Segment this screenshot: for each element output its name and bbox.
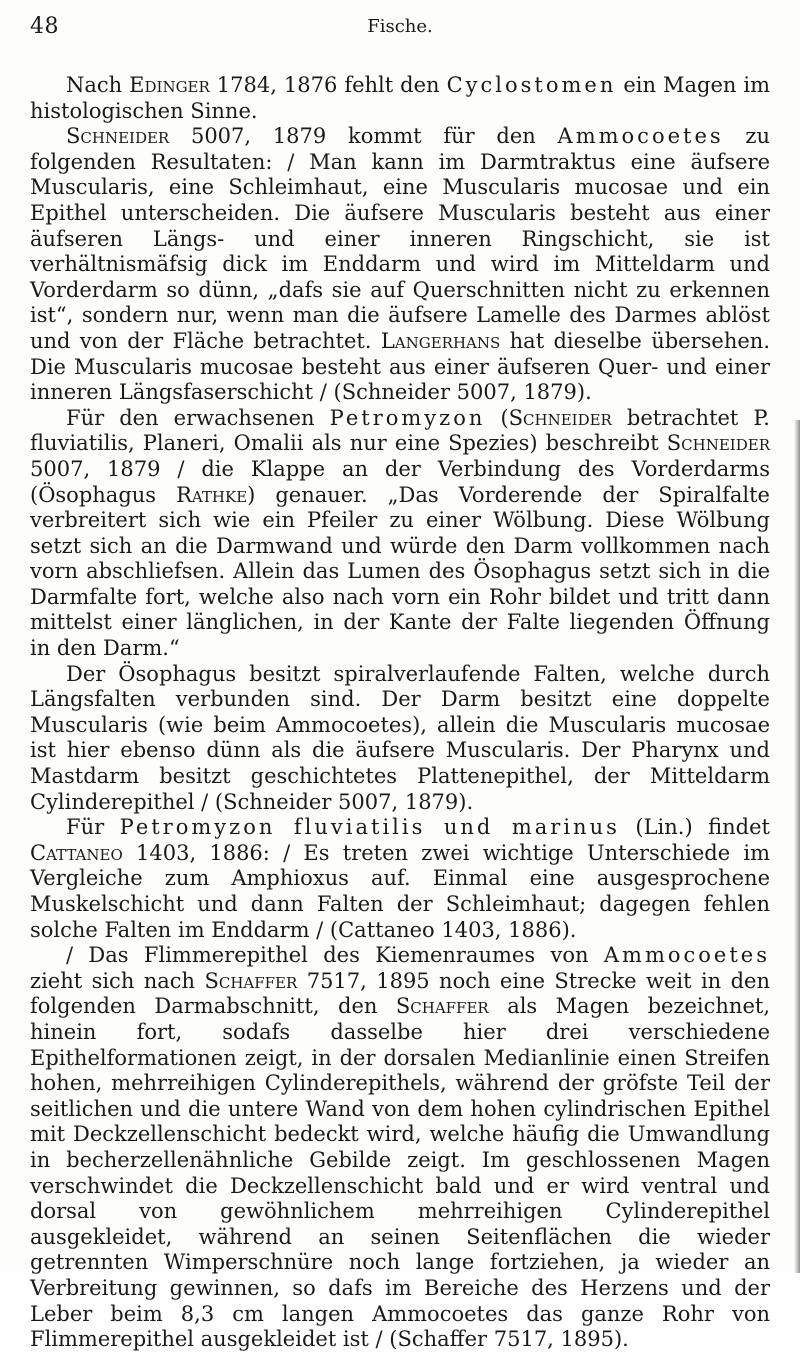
- spaced-term: Ammocoetes: [557, 124, 724, 149]
- text-run: Für den erwachsenen: [66, 405, 330, 430]
- paragraph: [30, 662, 770, 816]
- paragraph: [30, 73, 770, 124]
- body-text: [30, 73, 770, 1353]
- paragraph: [30, 406, 770, 662]
- text-run: ) genauer. „Das Vorderende der Spiralfalte verbreitert sich wie ein Pfeiler zu einer Wölbung. Diese Wölbung setzt sich an die Darmwand und würde den Darm vollkommen nach vorn abschliefsen. Allein das Lumen des Ösophagus setzt sich in die Darmfalte fort, welche also nach vorn ein Rohr bildet und tritt dann mittelst einer länglichen, in der Kante der Falte liegenden Öffnung in den Darm.“: [30, 482, 770, 661]
- author-name: Rathke: [176, 482, 248, 507]
- page-edge-shadow: [794, 420, 800, 1273]
- author-name: Schneider: [66, 124, 170, 149]
- text-run: ein Magen im histologischen Sinne.: [30, 73, 771, 123]
- paragraph: [30, 815, 770, 943]
- spaced-term: Petromyzon fluviatilis und marinus: [119, 815, 620, 840]
- text-run: / Das Flimmerepithel des Kiemenraumes von: [66, 943, 604, 968]
- text-run: 7517, 1895 noch eine Strecke weit in den folgenden Darmabschnitt, den: [30, 968, 770, 1019]
- paragraph: [30, 124, 770, 406]
- author-name: Schneider: [508, 405, 612, 430]
- author-name: Schaffer: [204, 968, 298, 993]
- text-run: Für: [66, 815, 120, 840]
- paragraph: [30, 943, 770, 1353]
- text-run: Nach: [66, 73, 130, 97]
- text-run: 1784, 1876 fehlt den: [209, 73, 447, 97]
- author-name: Edinger: [129, 73, 210, 97]
- text-run: (: [485, 405, 509, 430]
- text-run: zu folgenden Resultaten: / Man kann im Darmtraktus eine äufsere Muscularis, eine Schleimhaut, eine Muscularis mucosae und ein Epithel unterscheiden. Die äufsere Muscularis besteht aus einer äufseren Längs- und einer inneren Ringschicht, sie ist verhältnismäfsig dick im Enddarm und wird im Mitteldarm und Vorderdarm so dünn, „dafs sie auf Querschnitten nicht zu erkennen ist“, sondern nur, wenn man die äufsere Lamelle des Darmes ablöst und von der Fläche betrachtet.: [30, 124, 770, 353]
- running-title: Fische.: [367, 16, 433, 37]
- page-number: 48: [30, 14, 59, 39]
- spaced-term: Petromyzon: [329, 405, 486, 430]
- text-run: (Lin.) findet: [619, 815, 770, 840]
- spaced-term: Ammocoetes: [603, 943, 770, 968]
- text-run: betrachtet P. fluviatilis, Planeri, Omalii als nur eine Spezies) beschreibt: [30, 405, 770, 456]
- text-run: Der Ösophagus besitzt spiralverlaufende Falten, welche durch Längsfalten verbunden sind. Der Darm besitzt eine doppelte Muscularis (wie beim Ammocoetes), allein die Muscularis mucosae ist hier ebenso dünn als die äufsere Muscularis. Der Pharynx und Mastdarm besitzt geschichtetes Plattenepithel, der Mitteldarm Cylinderepithel / (Schneider 5007, 1879).: [30, 661, 770, 814]
- text-run: zieht sich nach: [30, 968, 205, 993]
- author-name: Schneider: [666, 431, 770, 456]
- author-name: Cattaneo: [30, 840, 123, 865]
- text-run: als Magen bezeichnet, hinein fort, sodafs dasselbe hier drei verschiedene Epithelformationen zeigt, in der dorsalen Medianlinie einen Streifen hohen, mehrreihigen Cylinderepithels, während der gröfste Teil der seitlichen und die untere Wand von dem hohen cylindrischen Epithel mit Deckzellenschicht bedeckt wird, welche häufig die Umwandlung in becherzellenähnliche Gebilde zeigt. Im geschlossenen Magen verschwindet die Deckzellenschicht bald und er wird ventral und dorsal von gewöhnlichem mehrreihigen Cylinderepithel ausgekleidet, während an seinen Seitenflächen die wieder getrennten Wimperschnüre noch lange fortziehen, ja wieder an Verbreitung gewinnen, so dafs im Bereiche des Herzens und der Leber beim 8,3 cm langen Ammocoetes das ganze Rohr von Flimmerepithel ausgekleidet ist / (Schaffer 7517, 1895).: [30, 994, 770, 1352]
- text-run: 5007, 1879 kommt für den: [169, 124, 558, 149]
- text-run: 5007, 1879 / die Klappe an der Verbindung des Vorderdarms (Ösophagus: [30, 456, 770, 507]
- text-run: 1403, 1886: / Es treten zwei wichtige Unterschiede im Vergleiche zum Amphioxus auf. Einmal eine ausgesprochene Muskelschicht und dann Falten der Schleimhaut; dagegen fehlen solche Falten im Enddarm / (Cattaneo 1403, 1886).: [30, 840, 770, 942]
- author-name: Schaffer: [395, 994, 489, 1019]
- spaced-term: Cyclostomen: [446, 73, 617, 97]
- text-run: hat dieselbe übersehen. Die Muscularis mucosae besteht aus einer äufseren Quer- und einer inneren Längsfaserschicht / (Schneider 5007, 1879).: [30, 328, 770, 405]
- author-name: Langerhans: [380, 328, 501, 353]
